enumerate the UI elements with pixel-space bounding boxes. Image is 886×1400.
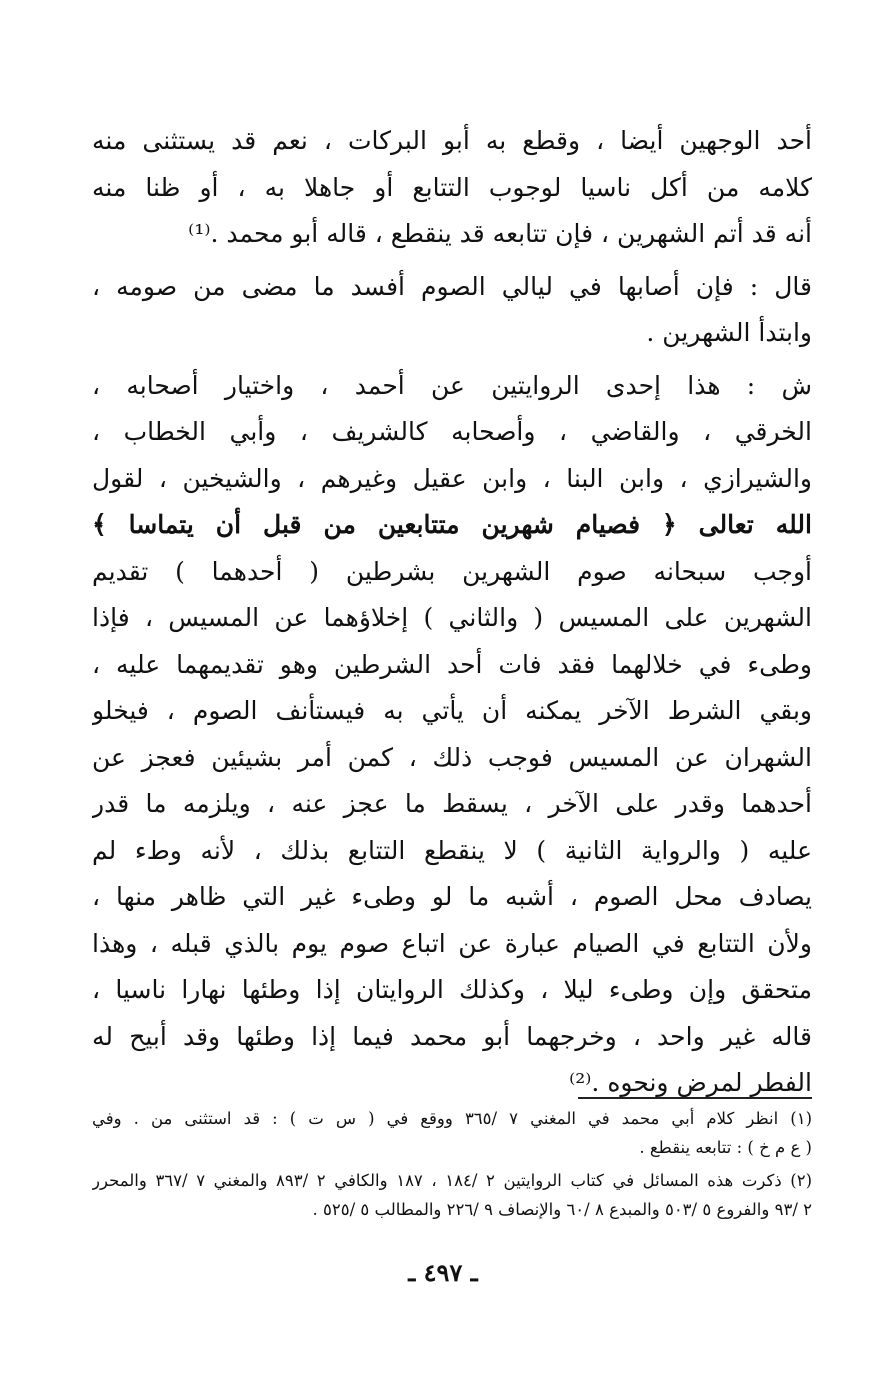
body-line: أوجب سبحانه صوم الشهرين بشرطين ( أحدهما ) تقديم	[92, 556, 812, 586]
footnote-line: ٢ /٩٣ والفروع ٥ /٥٠٣ والمبدع ٨ /٦٠ والإنصاف ٩ /٢٢٦ والمطالب ٥ /٥٢٥ .	[312, 1200, 812, 1219]
body-line: وبقي الشرط الآخر يمكنه أن يأتي به فيستأنف الصوم ، فيخلو	[92, 696, 812, 725]
body-line: عليه ( والرواية الثانية ) لا ينقطع التتابع بذلك ، لأنه وطء لم	[92, 835, 812, 865]
body-line: الفطر لمرض ونحوه .⁽²⁾	[569, 1068, 812, 1097]
matn-line: قال : فإن أصابها في ليالي الصوم أفسد ما مضى من صومه ،	[92, 271, 812, 301]
footnote-divider	[578, 1097, 812, 1099]
body-line: الشهران عن المسيس فوجب ذلك ، كمن أمر بشيئين فعجز عن	[92, 742, 812, 772]
footnotes-block	[92, 1104, 812, 1224]
footnote-line: (١) انظر كلام أبي محمد في المغني ٧ /٣٦٥ ووقع في ( س ت ) : قد استثنى من . وفي	[92, 1109, 812, 1128]
body-line: الخرقي ، والقاضي ، وأصحابه كالشريف ، وأبي الخطاب ،	[92, 417, 812, 446]
body-line: أحد الوجهين أيضا ، وقطع به أبو البركات ، نعم قد يستثنى منه	[92, 126, 812, 155]
body-line: ولأن التتابع في الصيام عبارة عن اتباع صوم يوم بالذي قبله ، وهذا	[92, 928, 812, 958]
body-line: أنه قد أتم الشهرين ، فإن تتابعه قد ينقطع ، قاله أبو محمد .⁽¹⁾	[188, 219, 812, 248]
body-line: وطىء في خلالهما فقد فات أحد الشرطين وهو تقديمهما عليه ،	[92, 649, 812, 679]
matn-line: وابتدأ الشهرين .	[646, 318, 812, 347]
page-number: ـ ٤٩٧ ـ	[408, 1258, 478, 1287]
body-line: ش : هذا إحدى الروايتين عن أحمد ، واختيار أصحابه ،	[92, 370, 812, 400]
footnote-line: (٢) ذكرت هذه المسائل في كتاب الروايتين ٢ /١٨٤ ، ١٨٧ والكافي ٢ /٨٩٣ والمغني ٧ /٣٦٧ والمحرر	[92, 1171, 812, 1190]
main-text-block	[92, 118, 812, 1107]
body-line: يصادف محل الصوم ، أشبه ما لو وطىء غير التي ظاهر منها ،	[92, 882, 812, 911]
body-line: كلامه من أكل ناسيا لوجوب التتابع أو جاهلا به ، أو ظنا منه	[92, 172, 812, 202]
body-line: أحدهما وقدر على الآخر ، يسقط ما عجز عنه ، ويلزمه ما قدر	[92, 789, 812, 818]
body-line: الشهرين على المسيس ( والثاني ) إخلاؤهما عن المسيس ، فإذا	[92, 603, 812, 632]
quran-verse-line: الله تعالى ﴿ فصيام شهرين متتابعين من قبل أن يتماسا ﴾	[92, 510, 812, 539]
body-line: متحقق وإن وطىء ليلا ، وكذلك الروايتان إذا وطئها نهارا ناسيا ،	[92, 975, 812, 1004]
footnote-line: ( ع م خ ) : تتابعه ينقطع .	[639, 1138, 812, 1157]
body-line: قاله غير واحد ، وخرجهما أبو محمد فيما إذا وطئها وقد أبيح له	[92, 1021, 812, 1051]
body-line: والشيرازي ، وابن البنا ، وابن عقيل وغيرهم ، والشيخين ، لقول	[92, 463, 812, 493]
